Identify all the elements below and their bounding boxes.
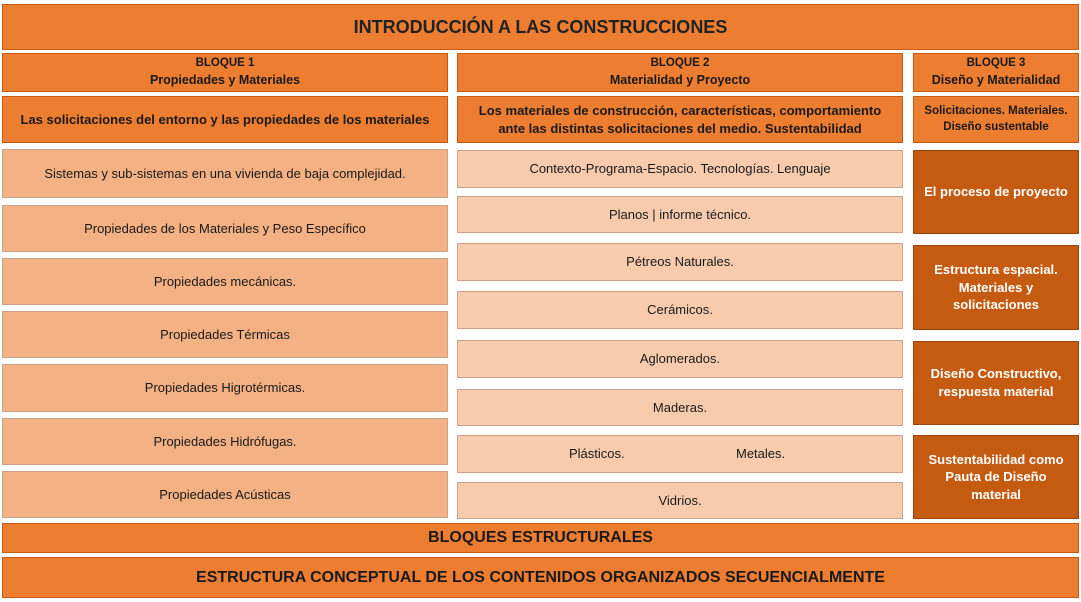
bloque2-item: Aglomerados. — [457, 340, 903, 378]
bloque3-item: Sustentabilidad como Pauta de Diseño material — [913, 435, 1079, 519]
bloque1-item: Propiedades mecánicas. — [2, 258, 448, 305]
bloques-estructurales-bar: BLOQUES ESTRUCTURALES — [2, 523, 1079, 553]
bloque2-item-plasticos: Plásticos. — [569, 446, 625, 462]
bloque3-item: El proceso de proyecto — [913, 150, 1079, 234]
bloque2-item: Contexto-Programa-Espacio. Tecnologías. Lenguaje — [457, 150, 903, 188]
bloque2-item: Maderas. — [457, 389, 903, 426]
bloque2-item-metales: Metales. — [736, 446, 786, 462]
main-title: INTRODUCCIÓN A LAS CONSTRUCCIONES — [2, 4, 1079, 50]
bloque1-name: Propiedades y Materiales — [149, 72, 301, 87]
bloque1-item: Propiedades Hidrófugas. — [2, 418, 448, 465]
bloque3-item: Diseño Constructivo, respuesta material — [913, 341, 1079, 425]
bloque2-number: BLOQUE 2 — [650, 57, 710, 70]
bloque1-item: Propiedades Higrotérmicas. — [2, 364, 448, 412]
bloque1-number: BLOQUE 1 — [195, 57, 255, 70]
bloque1-item: Propiedades Acústicas — [2, 471, 448, 518]
bloque2-item: Planos | informe técnico. — [457, 196, 903, 233]
bloque2-item: Cerámicos. — [457, 291, 903, 329]
bloque2-header — [457, 53, 903, 92]
bloque2-item-pair — [457, 435, 903, 473]
bloque2-subtitle: Los materiales de construcción, características, comportamiento ante las distintas solicitaciones del medio. Sustentabilidad — [457, 96, 903, 143]
bloque2-item: Vidrios. — [457, 482, 903, 519]
estructura-conceptual-bar: ESTRUCTURA CONCEPTUAL DE LOS CONTENIDOS ORGANIZADOS SECUENCIALMENTE — [2, 557, 1079, 598]
bloque3-number: BLOQUE 3 — [966, 57, 1026, 70]
bloque2-item: Pétreos Naturales. — [457, 243, 903, 281]
bloque1-item: Sistemas y sub-sistemas en una vivienda de baja complejidad. — [2, 149, 448, 198]
bloque3-subtitle: Solicitaciones. Materiales. Diseño sustentable — [913, 96, 1079, 143]
bloque1-item: Propiedades Térmicas — [2, 311, 448, 358]
bloque3-name: Diseño y Materialidad — [931, 72, 1061, 87]
bloque3-header — [913, 53, 1079, 92]
bloque3-item: Estructura espacial. Materiales y solicitaciones — [913, 245, 1079, 330]
bloque1-header — [2, 53, 448, 92]
bloque2-name: Materialidad y Proyecto — [609, 72, 751, 87]
bloque1-subtitle: Las solicitaciones del entorno y las propiedades de los materiales — [2, 96, 448, 143]
bloque1-item: Propiedades de los Materiales y Peso Específico — [2, 205, 448, 252]
